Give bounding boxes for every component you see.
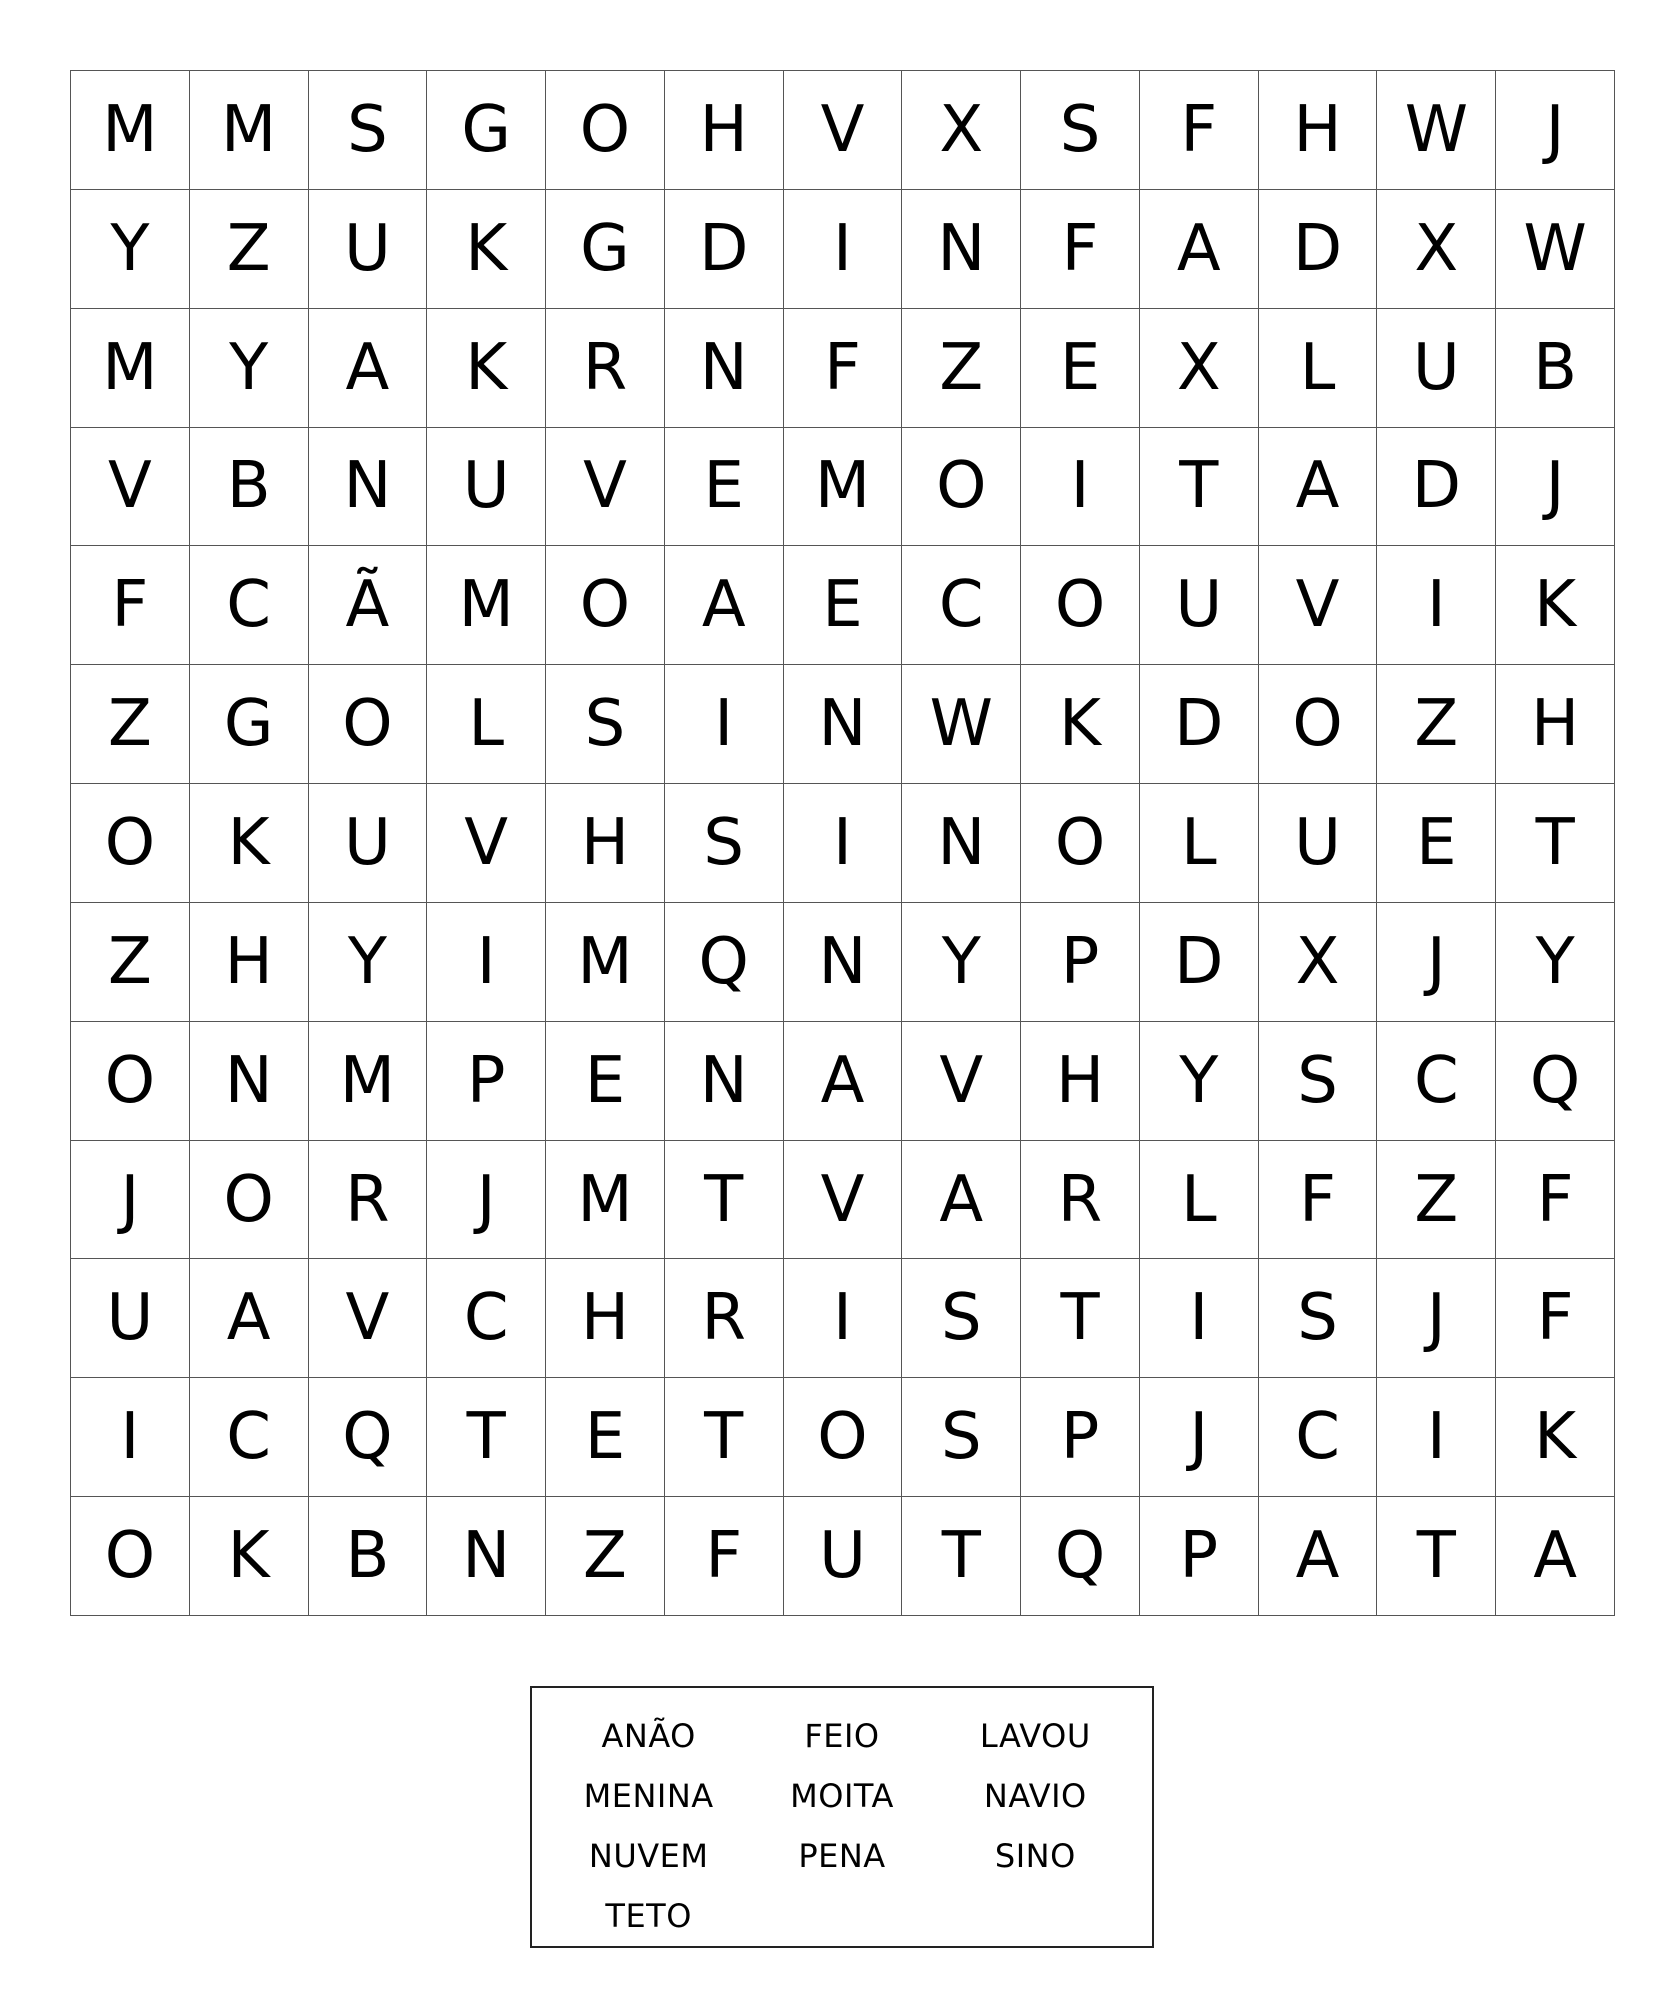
- grid-cell[interactable]: Q: [1496, 1022, 1615, 1141]
- grid-cell[interactable]: E: [546, 1378, 665, 1497]
- grid-cell[interactable]: O: [309, 665, 428, 784]
- grid-cell[interactable]: I: [1021, 428, 1140, 547]
- grid-cell[interactable]: Z: [190, 190, 309, 309]
- grid-cell[interactable]: N: [902, 784, 1021, 903]
- grid-cell[interactable]: U: [1377, 309, 1496, 428]
- grid-cell[interactable]: J: [1496, 71, 1615, 190]
- grid-cell[interactable]: P: [1140, 1497, 1259, 1616]
- grid-cell[interactable]: D: [1140, 665, 1259, 784]
- grid-cell[interactable]: I: [784, 784, 903, 903]
- grid-cell[interactable]: A: [1259, 1497, 1378, 1616]
- word-list-item: MENINA: [583, 1777, 714, 1815]
- grid-cell[interactable]: V: [309, 1259, 428, 1378]
- grid-cell[interactable]: I: [1377, 1378, 1496, 1497]
- grid-cell[interactable]: C: [902, 546, 1021, 665]
- grid-cell[interactable]: V: [902, 1022, 1021, 1141]
- grid-cell[interactable]: N: [902, 190, 1021, 309]
- grid-cell[interactable]: E: [784, 546, 903, 665]
- grid-cell[interactable]: S: [1259, 1259, 1378, 1378]
- word-list-item: TETO: [605, 1897, 692, 1935]
- grid-cell[interactable]: S: [902, 1378, 1021, 1497]
- grid-cell[interactable]: R: [546, 309, 665, 428]
- grid-cell[interactable]: L: [1259, 309, 1378, 428]
- grid-cell[interactable]: H: [1496, 665, 1615, 784]
- grid-cell[interactable]: H: [1259, 71, 1378, 190]
- grid-cell[interactable]: T: [1377, 1497, 1496, 1616]
- grid-cell[interactable]: E: [1021, 309, 1140, 428]
- grid-cell[interactable]: O: [784, 1378, 903, 1497]
- grid-cell[interactable]: Y: [309, 903, 428, 1022]
- grid-cell[interactable]: T: [665, 1378, 784, 1497]
- grid-cell[interactable]: M: [190, 71, 309, 190]
- grid-cell[interactable]: U: [784, 1497, 903, 1616]
- grid-cell[interactable]: X: [1377, 190, 1496, 309]
- grid-cell[interactable]: U: [309, 784, 428, 903]
- grid-cell[interactable]: M: [784, 428, 903, 547]
- grid-cell[interactable]: D: [1259, 190, 1378, 309]
- grid-cell[interactable]: I: [665, 665, 784, 784]
- grid-cell[interactable]: K: [427, 190, 546, 309]
- grid-cell[interactable]: N: [665, 1022, 784, 1141]
- grid-cell[interactable]: G: [427, 71, 546, 190]
- grid-cell[interactable]: F: [784, 309, 903, 428]
- grid-cell[interactable]: Q: [1021, 1497, 1140, 1616]
- grid-cell[interactable]: A: [1140, 190, 1259, 309]
- grid-cell[interactable]: X: [1259, 903, 1378, 1022]
- grid-cell[interactable]: S: [1259, 1022, 1378, 1141]
- grid-cell[interactable]: D: [1140, 903, 1259, 1022]
- grid-cell[interactable]: K: [1496, 1378, 1615, 1497]
- grid-cell[interactable]: J: [1377, 903, 1496, 1022]
- grid-cell[interactable]: W: [902, 665, 1021, 784]
- grid-cell[interactable]: S: [1021, 71, 1140, 190]
- grid-cell[interactable]: D: [665, 190, 784, 309]
- grid-cell[interactable]: O: [546, 71, 665, 190]
- grid-cell[interactable]: T: [902, 1497, 1021, 1616]
- grid-cell[interactable]: V: [784, 71, 903, 190]
- word-list-item: ANÃO: [601, 1717, 696, 1755]
- grid-cell[interactable]: M: [427, 546, 546, 665]
- grid-cell[interactable]: O: [902, 428, 1021, 547]
- grid-cell[interactable]: U: [427, 428, 546, 547]
- grid-cell[interactable]: R: [665, 1259, 784, 1378]
- word-list-item: PENA: [798, 1837, 886, 1875]
- grid-cell[interactable]: A: [902, 1141, 1021, 1260]
- grid-cell[interactable]: H: [190, 903, 309, 1022]
- grid-cell[interactable]: A: [665, 546, 784, 665]
- grid-cell[interactable]: V: [427, 784, 546, 903]
- grid-cell[interactable]: Y: [190, 309, 309, 428]
- grid-cell[interactable]: X: [902, 71, 1021, 190]
- word-list-item: MOITA: [790, 1777, 894, 1815]
- grid-cell[interactable]: Ã: [309, 546, 428, 665]
- grid-cell[interactable]: H: [1021, 1022, 1140, 1141]
- grid-cell[interactable]: J: [1496, 428, 1615, 547]
- word-list-item: NAVIO: [983, 1777, 1087, 1815]
- grid-cell[interactable]: V: [546, 428, 665, 547]
- grid-cell[interactable]: N: [784, 903, 903, 1022]
- grid-cell[interactable]: F: [1259, 1141, 1378, 1260]
- grid-cell[interactable]: D: [1377, 428, 1496, 547]
- grid-cell[interactable]: F: [665, 1497, 784, 1616]
- word-list-item: LAVOU: [979, 1717, 1091, 1755]
- grid-cell[interactable]: G: [190, 665, 309, 784]
- grid-cell[interactable]: Y: [902, 903, 1021, 1022]
- grid-cell[interactable]: N: [665, 309, 784, 428]
- grid-cell[interactable]: S: [665, 784, 784, 903]
- grid-cell[interactable]: H: [665, 71, 784, 190]
- grid-cell[interactable]: J: [1140, 1378, 1259, 1497]
- grid-cell[interactable]: P: [1021, 1378, 1140, 1497]
- grid-cell[interactable]: N: [190, 1022, 309, 1141]
- grid-cell[interactable]: A: [309, 309, 428, 428]
- grid-cell[interactable]: T: [1021, 1259, 1140, 1378]
- grid-cell[interactable]: Z: [71, 903, 190, 1022]
- grid-cell[interactable]: V: [1259, 546, 1378, 665]
- grid-cell[interactable]: J: [1377, 1259, 1496, 1378]
- word-list-item: FEIO: [804, 1717, 880, 1755]
- grid-cell[interactable]: M: [71, 71, 190, 190]
- grid-cell[interactable]: T: [1496, 784, 1615, 903]
- grid-cell[interactable]: K: [190, 784, 309, 903]
- grid-cell[interactable]: Z: [546, 1497, 665, 1616]
- grid-cell[interactable]: C: [1377, 1022, 1496, 1141]
- grid-cell[interactable]: K: [190, 1497, 309, 1616]
- grid-cell[interactable]: T: [1140, 428, 1259, 547]
- grid-cell[interactable]: V: [71, 428, 190, 547]
- grid-cell[interactable]: M: [71, 309, 190, 428]
- grid-cell[interactable]: F: [1496, 1259, 1615, 1378]
- grid-cell[interactable]: F: [1496, 1141, 1615, 1260]
- grid-cell[interactable]: A: [190, 1259, 309, 1378]
- grid-cell[interactable]: E: [665, 428, 784, 547]
- grid-cell[interactable]: O: [190, 1141, 309, 1260]
- grid-cell[interactable]: K: [427, 309, 546, 428]
- grid-cell[interactable]: J: [71, 1141, 190, 1260]
- grid-cell[interactable]: I: [71, 1378, 190, 1497]
- grid-cell[interactable]: R: [1021, 1141, 1140, 1260]
- grid-cell[interactable]: O: [71, 1497, 190, 1616]
- grid-cell[interactable]: Z: [71, 665, 190, 784]
- grid-cell[interactable]: V: [784, 1141, 903, 1260]
- grid-cell[interactable]: Q: [665, 903, 784, 1022]
- grid-cell[interactable]: Y: [71, 190, 190, 309]
- grid-cell[interactable]: S: [902, 1259, 1021, 1378]
- grid-cell[interactable]: W: [1496, 190, 1615, 309]
- grid-cell[interactable]: Y: [1140, 1022, 1259, 1141]
- grid-cell[interactable]: O: [71, 784, 190, 903]
- grid-cell[interactable]: Y: [1496, 903, 1615, 1022]
- grid-cell[interactable]: I: [427, 903, 546, 1022]
- grid-cell[interactable]: U: [71, 1259, 190, 1378]
- grid-cell[interactable]: U: [1259, 784, 1378, 903]
- grid-cell[interactable]: P: [1021, 903, 1140, 1022]
- grid-cell[interactable]: O: [1259, 665, 1378, 784]
- grid-cell[interactable]: C: [427, 1259, 546, 1378]
- grid-cell[interactable]: Z: [1377, 1141, 1496, 1260]
- grid-cell[interactable]: T: [427, 1378, 546, 1497]
- grid-cell[interactable]: I: [784, 1259, 903, 1378]
- grid-cell[interactable]: J: [427, 1141, 546, 1260]
- grid-cell[interactable]: C: [1259, 1378, 1378, 1497]
- grid-cell[interactable]: H: [546, 784, 665, 903]
- grid-cell[interactable]: A: [1259, 428, 1378, 547]
- grid-cell[interactable]: L: [427, 665, 546, 784]
- word-list-item: SINO: [994, 1837, 1076, 1875]
- grid-cell[interactable]: Q: [309, 1378, 428, 1497]
- word-list: [530, 1686, 1154, 1948]
- grid-cell[interactable]: C: [190, 546, 309, 665]
- letter-grid: [70, 70, 1615, 1616]
- grid-cell[interactable]: B: [1496, 309, 1615, 428]
- grid-cell[interactable]: M: [546, 1141, 665, 1260]
- grid-cell[interactable]: O: [71, 1022, 190, 1141]
- word-list-item: NUVEM: [588, 1837, 709, 1875]
- grid-cell[interactable]: I: [1140, 1259, 1259, 1378]
- grid-cell[interactable]: F: [71, 546, 190, 665]
- grid-cell[interactable]: B: [309, 1497, 428, 1616]
- grid-cell[interactable]: U: [309, 190, 428, 309]
- grid-cell[interactable]: T: [665, 1141, 784, 1260]
- grid-cell[interactable]: C: [190, 1378, 309, 1497]
- grid-cell[interactable]: Z: [902, 309, 1021, 428]
- grid-cell[interactable]: S: [546, 665, 665, 784]
- grid-cell[interactable]: X: [1140, 309, 1259, 428]
- grid-cell[interactable]: P: [427, 1022, 546, 1141]
- grid-cell[interactable]: A: [1496, 1497, 1615, 1616]
- grid-cell[interactable]: M: [546, 903, 665, 1022]
- grid-cell[interactable]: F: [1021, 190, 1140, 309]
- grid-cell[interactable]: M: [309, 1022, 428, 1141]
- grid-cell[interactable]: E: [1377, 784, 1496, 903]
- grid-cell[interactable]: B: [190, 428, 309, 547]
- grid-cell[interactable]: S: [309, 71, 428, 190]
- grid-cell[interactable]: N: [427, 1497, 546, 1616]
- grid-cell[interactable]: I: [784, 190, 903, 309]
- grid-cell[interactable]: E: [546, 1022, 665, 1141]
- grid-cell[interactable]: O: [1021, 546, 1140, 665]
- grid-cell[interactable]: R: [309, 1141, 428, 1260]
- grid-cell[interactable]: I: [1377, 546, 1496, 665]
- grid-cell[interactable]: O: [546, 546, 665, 665]
- grid-cell[interactable]: Z: [1377, 665, 1496, 784]
- grid-cell[interactable]: N: [784, 665, 903, 784]
- grid-cell[interactable]: A: [784, 1022, 903, 1141]
- grid-cell[interactable]: W: [1377, 71, 1496, 190]
- grid-cell[interactable]: G: [546, 190, 665, 309]
- grid-cell[interactable]: K: [1496, 546, 1615, 665]
- grid-cell[interactable]: N: [309, 428, 428, 547]
- grid-cell[interactable]: K: [1021, 665, 1140, 784]
- grid-cell[interactable]: O: [1021, 784, 1140, 903]
- grid-cell[interactable]: U: [1140, 546, 1259, 665]
- grid-cell[interactable]: L: [1140, 1141, 1259, 1260]
- grid-cell[interactable]: F: [1140, 71, 1259, 190]
- grid-cell[interactable]: L: [1140, 784, 1259, 903]
- grid-cell[interactable]: H: [546, 1259, 665, 1378]
